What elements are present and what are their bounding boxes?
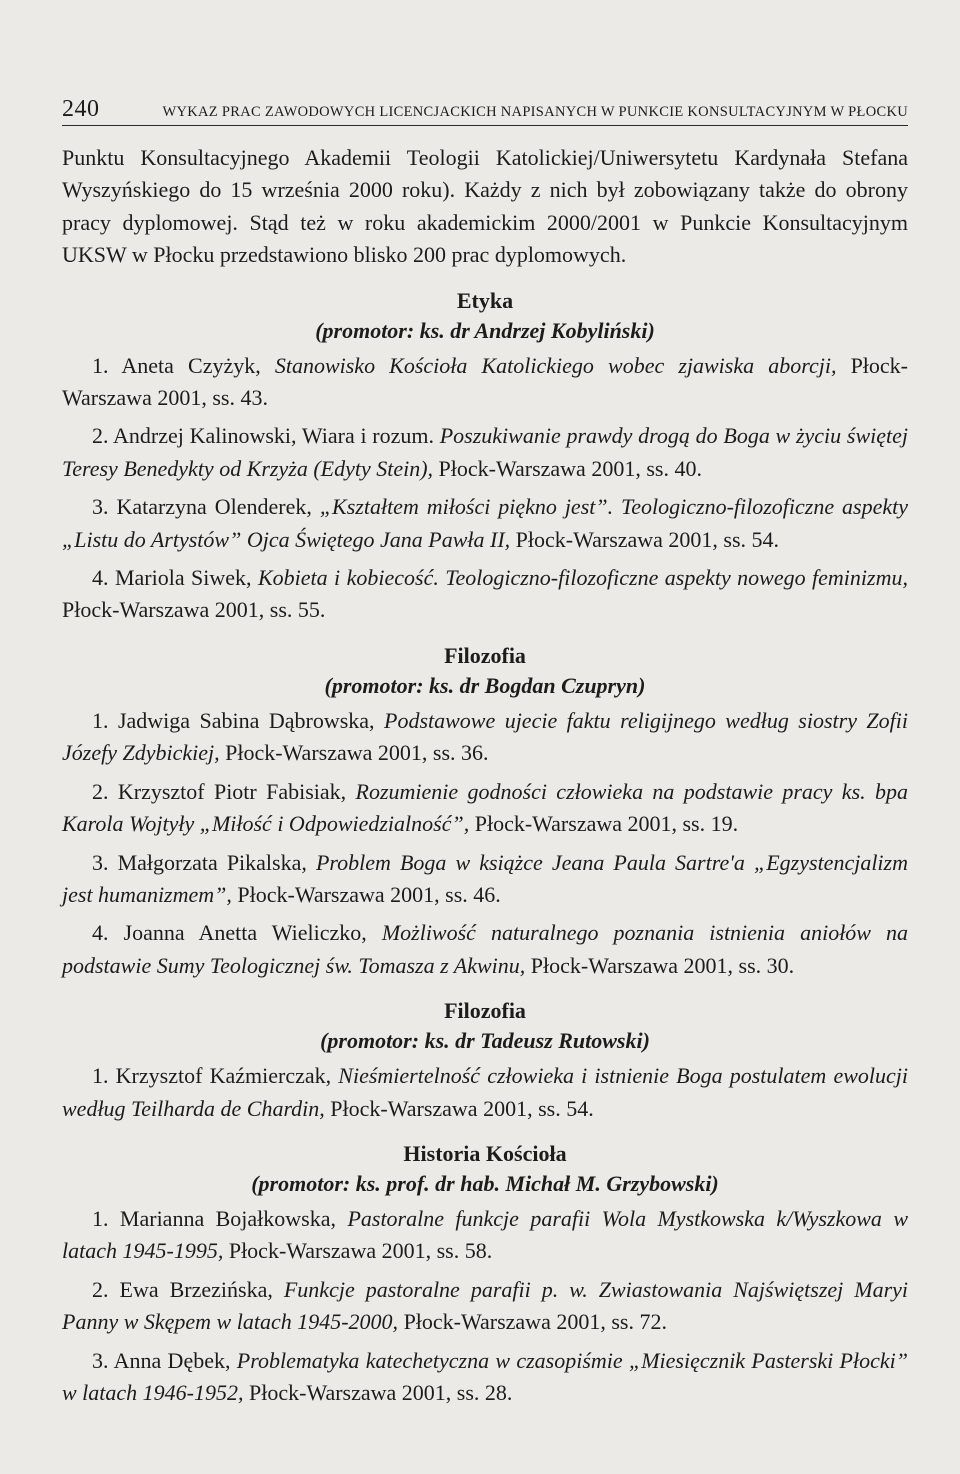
entry-publication: Płock-Warszawa 2001, ss. 28. <box>249 1379 513 1405</box>
entry-title: „Kształtem miłości piękno jest”. Teologiczno-filozoficzne aspekty „Listu do Artystów” Ojca Świętego Jana Pawła II, <box>62 494 908 552</box>
entry-number: 3. <box>92 494 109 520</box>
intro-paragraph: Punktu Konsultacyjnego Akademii Teologii Katolickiej/Uniwersytetu Kardynała Stefana Wyszyńskiego do 15 września 2000 roku). Każdy z nich był zobowiązany także do obrony pracy dyplomowej. Stąd też w roku akademickim 2000/2001 w Punkcie Konsultacyjnym UKSW w Płocku przedstawiono blisko 200 prac dyplomowych. <box>62 145 908 268</box>
section-title: Etyka <box>456 287 514 313</box>
entry-title: Nieśmiertelność człowieka i istnienie Boga postulatem ewolucji według Teilharda de Chardin, <box>62 1063 908 1121</box>
entry-title: Podstawowe ujecie faktu religijnego według siostry Zofii Józefy Zdybickiej, <box>62 707 909 766</box>
list-item <box>62 491 908 556</box>
entry-number: 1. <box>92 1063 109 1089</box>
list-item <box>62 1274 908 1339</box>
list-item <box>62 562 908 627</box>
entry-number: 1. <box>92 1205 109 1231</box>
entry-number: 1. <box>92 352 109 378</box>
entry-publication: Płock-Warszawa 2001, ss. 40. <box>438 455 702 481</box>
entry-publication: Płock-Warszawa 2001, ss. 46. <box>237 881 501 907</box>
entry-author: Anna Dębek, <box>113 1347 231 1373</box>
list-item <box>62 776 908 841</box>
entry-title: Pastoralne funkcje parafii Wola Mystkowska k/Wyszkowa w latach 1945-1995, <box>62 1205 909 1264</box>
entry-author: Joanna Anetta Wieliczko, <box>123 920 367 946</box>
list-item <box>62 420 908 485</box>
entry-title: Możliwość naturalnego poznania istnienia aniołów na podstawie Sumy Teologicznej św. Tomasza z Akwinu, <box>62 920 909 978</box>
entry-author: Marianna Bojałkowska, <box>119 1205 337 1231</box>
entry-publication: Płock-Warszawa 2001, ss. 19. <box>474 811 739 837</box>
entry-author: Mariola Siwek, <box>114 565 252 591</box>
entry-author: Małgorzata Pikalska, <box>117 849 307 875</box>
entry-title: Kobieta i kobiecość. Teologiczno-filozoficzne aspekty nowego feminizmu, <box>257 565 908 591</box>
running-title: WYKAZ PRAC ZAWODOWYCH LICENCJACKICH NAPISANYCH W PUNKCIE KONSULTACYJNYM W PŁOCKU <box>162 104 908 120</box>
section <box>62 641 908 982</box>
entry-number: 4. <box>92 920 109 946</box>
entry-author: Andrzej Kalinowski, Wiara i rozum. <box>113 423 434 449</box>
entry-title: Stanowisko Kościoła Katolickiego wobec zjawiska aborcji, <box>274 352 837 378</box>
entry-number: 3. <box>92 1347 109 1373</box>
entry-number: 3. <box>92 849 109 875</box>
section <box>62 996 908 1125</box>
entry-title: Problem Boga w książce Jeana Paula Sartre'a „Egzystencjalizm jest humanizmem”, <box>62 849 908 907</box>
list-item <box>62 917 908 982</box>
entry-title: Problematyka katechetyczna w czasopiśmie „Miesięcznik Pasterski Płocki” w latach 1946-1952, <box>62 1347 908 1405</box>
list-item <box>62 350 908 415</box>
entry-author: Krzysztof Kaźmierczak, <box>115 1063 332 1089</box>
entry-publication: Płock-Warszawa 2001, ss. 54. <box>515 526 780 552</box>
section-promotor: (promotor: ks. dr Andrzej Kobyliński) <box>315 317 655 343</box>
section-title: Filozofia <box>444 642 526 668</box>
entry-number: 4. <box>92 565 109 591</box>
entry-publication: Płock-Warszawa 2001, ss. 72. <box>403 1309 667 1335</box>
section-promotor: (promotor: ks. prof. dr hab. Michał M. Grzybowski) <box>251 1170 719 1196</box>
entry-publication: Płock-Warszawa 2001, ss. 43. <box>62 352 909 411</box>
entry-publication: Płock-Warszawa 2001, ss. 58. <box>228 1238 493 1264</box>
list-item <box>62 1203 908 1268</box>
entry-author: Aneta Czyżyk, <box>121 352 261 378</box>
entry-author: Katarzyna Olenderek, <box>116 494 312 520</box>
entry-number: 1. <box>92 707 109 733</box>
entry-author: Krzysztof Piotr Fabisiak, <box>117 778 347 804</box>
section <box>62 286 908 627</box>
entry-title: Poszukiwanie prawdy drogą do Boga w życiu świętej Teresy Benedykty od Krzyża (Edyty Stein), <box>62 423 908 481</box>
entry-number: 2. <box>92 1276 109 1302</box>
list-item <box>62 705 908 770</box>
list-item <box>62 1345 908 1410</box>
entry-number: 2. <box>92 423 109 449</box>
section-promotor: (promotor: ks. dr Tadeusz Rutowski) <box>320 1028 650 1054</box>
entry-author: Ewa Brzezińska, <box>119 1276 273 1302</box>
section <box>62 1139 908 1409</box>
entry-author: Jadwiga Sabina Dąbrowska, <box>117 707 375 733</box>
entry-publication: Płock-Warszawa 2001, ss. 55. <box>62 597 326 623</box>
entry-title: Funkcje pastoralne parafii p. w. Zwiastowania Najświętszej Maryi Panny w Skępem w latach 1945-2000, <box>62 1276 909 1335</box>
entry-publication: Płock-Warszawa 2001, ss. 30. <box>530 952 795 978</box>
page-number: 240 <box>62 96 100 122</box>
list-item <box>62 847 908 912</box>
section-promotor: (promotor: ks. dr Bogdan Czupryn) <box>324 672 646 698</box>
entry-title: Rozumienie godności człowieka na podstawie pracy ks. bpa Karola Wojtyły „Miłość i Odpowiedzialność”, <box>62 778 908 837</box>
entry-publication: Płock-Warszawa 2001, ss. 54. <box>330 1095 594 1121</box>
section-title: Filozofia <box>444 998 526 1024</box>
list-item <box>62 1060 908 1125</box>
entry-number: 2. <box>92 778 109 804</box>
entry-publication: Płock-Warszawa 2001, ss. 36. <box>225 740 489 766</box>
running-header <box>62 96 908 126</box>
sections-list <box>62 286 908 1410</box>
section-title: Historia Kościoła <box>403 1140 567 1166</box>
